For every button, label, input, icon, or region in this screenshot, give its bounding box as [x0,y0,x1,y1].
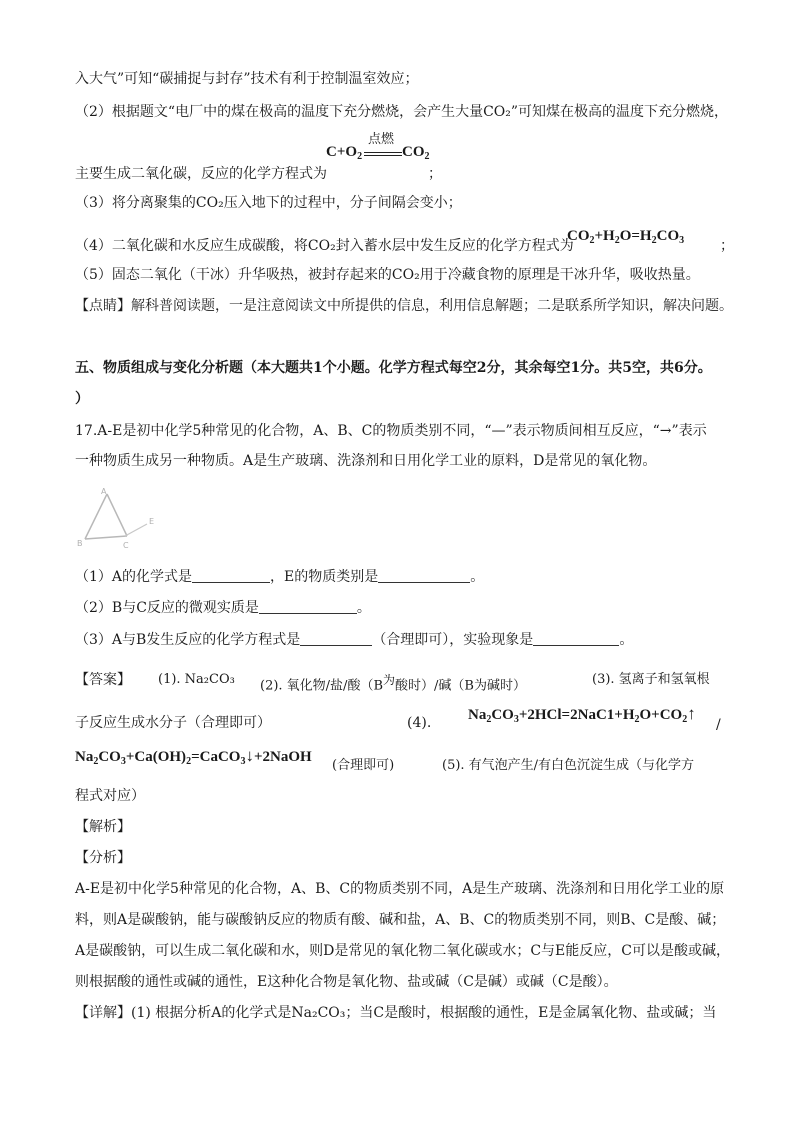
analysis-text: A是碳酸钠，可以生成二氧化碳和水，则D是常见的氧化物二氧化碳或水；C与E能反应，C可以是酸或碱， [75,943,730,959]
text-line: （4）二氧化碳和水反应生成碳酸，将CO₂封入蓄水层中发生反应的化学方程式为 [75,238,574,254]
analysis-sub-label: 【分析】 [75,850,131,866]
punctuation: ； [720,238,734,254]
diagram-label-a: A [101,487,107,496]
answer-blank [533,631,619,646]
answer-3-cont: 子反应生成水分子（合理即可） [75,715,271,731]
analysis-label: 【解析】 [75,819,131,835]
gas-arrow: ↑ [687,704,696,723]
answer-5-cont: 程式对应） [75,788,145,804]
detail-text: 【详解】(1) 根据分析A的化学式是Na₂CO₃；当C是酸时，根据酸的通性，E是金属氧化物、盐或碱；当 [75,1005,717,1021]
answer-1: (1). Na₂CO₃ [158,672,235,687]
section-title: 五、物质组成与变化分析题（本大题共1个小题。化学方程式每空2分，其余每空1分。共5空，共6分。 [75,360,712,376]
section-title-end: ） [75,391,89,407]
answer-4-label: (4). [407,715,432,731]
equation-carbonic-acid: $CO_2+H_2O=H_2CO_3$ [567,228,685,246]
diagram-label-b: B [77,539,83,548]
relation-diagram [75,484,165,554]
diagram-label-e: E [149,517,155,526]
equals-line [364,152,402,156]
answer-blank [378,568,470,583]
answer-5: (5). 有气泡产生/有白色沉淀生成（与化学方 [442,758,695,773]
diagram-line [85,494,107,539]
answer-3: (3). 氢离子和氢氧根 [592,672,710,687]
diagram-line [125,524,147,536]
separator-slash: / [716,717,721,733]
text-line: （2）根据题文“电厂中的煤在极高的温度下充分燃烧，会产生大量CO₂”可知煤在极高的温度下充分燃烧， [75,104,729,120]
subquestion-3: （3）A与B发生反应的化学方程式是 （合理即可），实验现象是 。 [75,632,634,648]
diagram-label-c: C [123,541,129,550]
text-line: 【点睛】解科普阅读题，一是注意阅读文中所提供的信息，利用信息解题；二是联系所学知识，解决问题。 [75,298,733,314]
answer-2: (2). 氧化物/盐/酸（$B^为$酸时）/碱（B为碱时） [260,673,526,694]
analysis-text: A-E是初中化学5种常见的化合物，A、B、C的物质类别不同，A是生产玻璃、洗涤剂和日用化学工业的原 [75,881,725,897]
text-line: （3）将分离聚集的CO₂压入地下的过程中，分子间隔会变小； [75,195,462,211]
text-line: （5）固态二氧化（干冰）升华吸热，被封存起来的CO₂用于冷藏食物的原理是干冰升华，吸收热量。 [75,267,700,283]
answer-label: 【答案】 [75,672,131,688]
equation-carbon-combustion: 点燃 $C+O_2$ $CO_2$ [322,128,452,168]
subquestion-1: （1）A的化学式是 ，E的物质类别是 。 [75,569,485,585]
subquestion-2: （2）B与C反应的微观实质是 。 [75,600,371,616]
text-line: 主要生成二氧化碳，反应的化学方程式为 [75,166,327,182]
analysis-text: 则根据酸的通性或碱的通性，E这种化合物是氧化物、盐或碱（C是碱）或碱（C是酸）。 [75,974,618,990]
punctuation: ； [428,166,442,182]
equation-hcl: $Na_2CO_3+2HCl=2NaC1+H_2O+CO_2↑$ [468,704,696,725]
diagram-line [85,536,127,539]
diagram-line [107,494,127,536]
equation-caoh2: $Na_2CO_3+Ca(OH)_2=CaCO_3↓+2NaOH$ [75,746,312,767]
precipitate-arrow: ↓ [245,746,254,765]
question-text: 17.A-E是初中化学5种常见的化合物，A、B、C的物质类别不同，“—”表示物质间相互反应，“→”表示 [75,423,707,439]
diagram-svg [75,484,165,554]
answer-blank [300,631,372,646]
answer-4-note: (合理即可) [332,758,395,773]
text-line: 入大气”可知“碳捕捉与封存”技术有利于控制温室效应； [75,71,419,87]
question-text: 一种物质生成另一种物质。A是生产玻璃、洗涤剂和日用化学工业的原料，D是常见的氧化物。 [75,453,657,469]
answer-blank [259,599,357,614]
answer-blank [192,568,270,583]
condition-ignite: 点燃 [368,131,395,146]
analysis-text: 料，则A是碳酸钠，能与碳酸钠反应的物质有酸、碱和盐，A、B、C的物质类别不同，则B、C是酸、碱； [75,912,726,928]
